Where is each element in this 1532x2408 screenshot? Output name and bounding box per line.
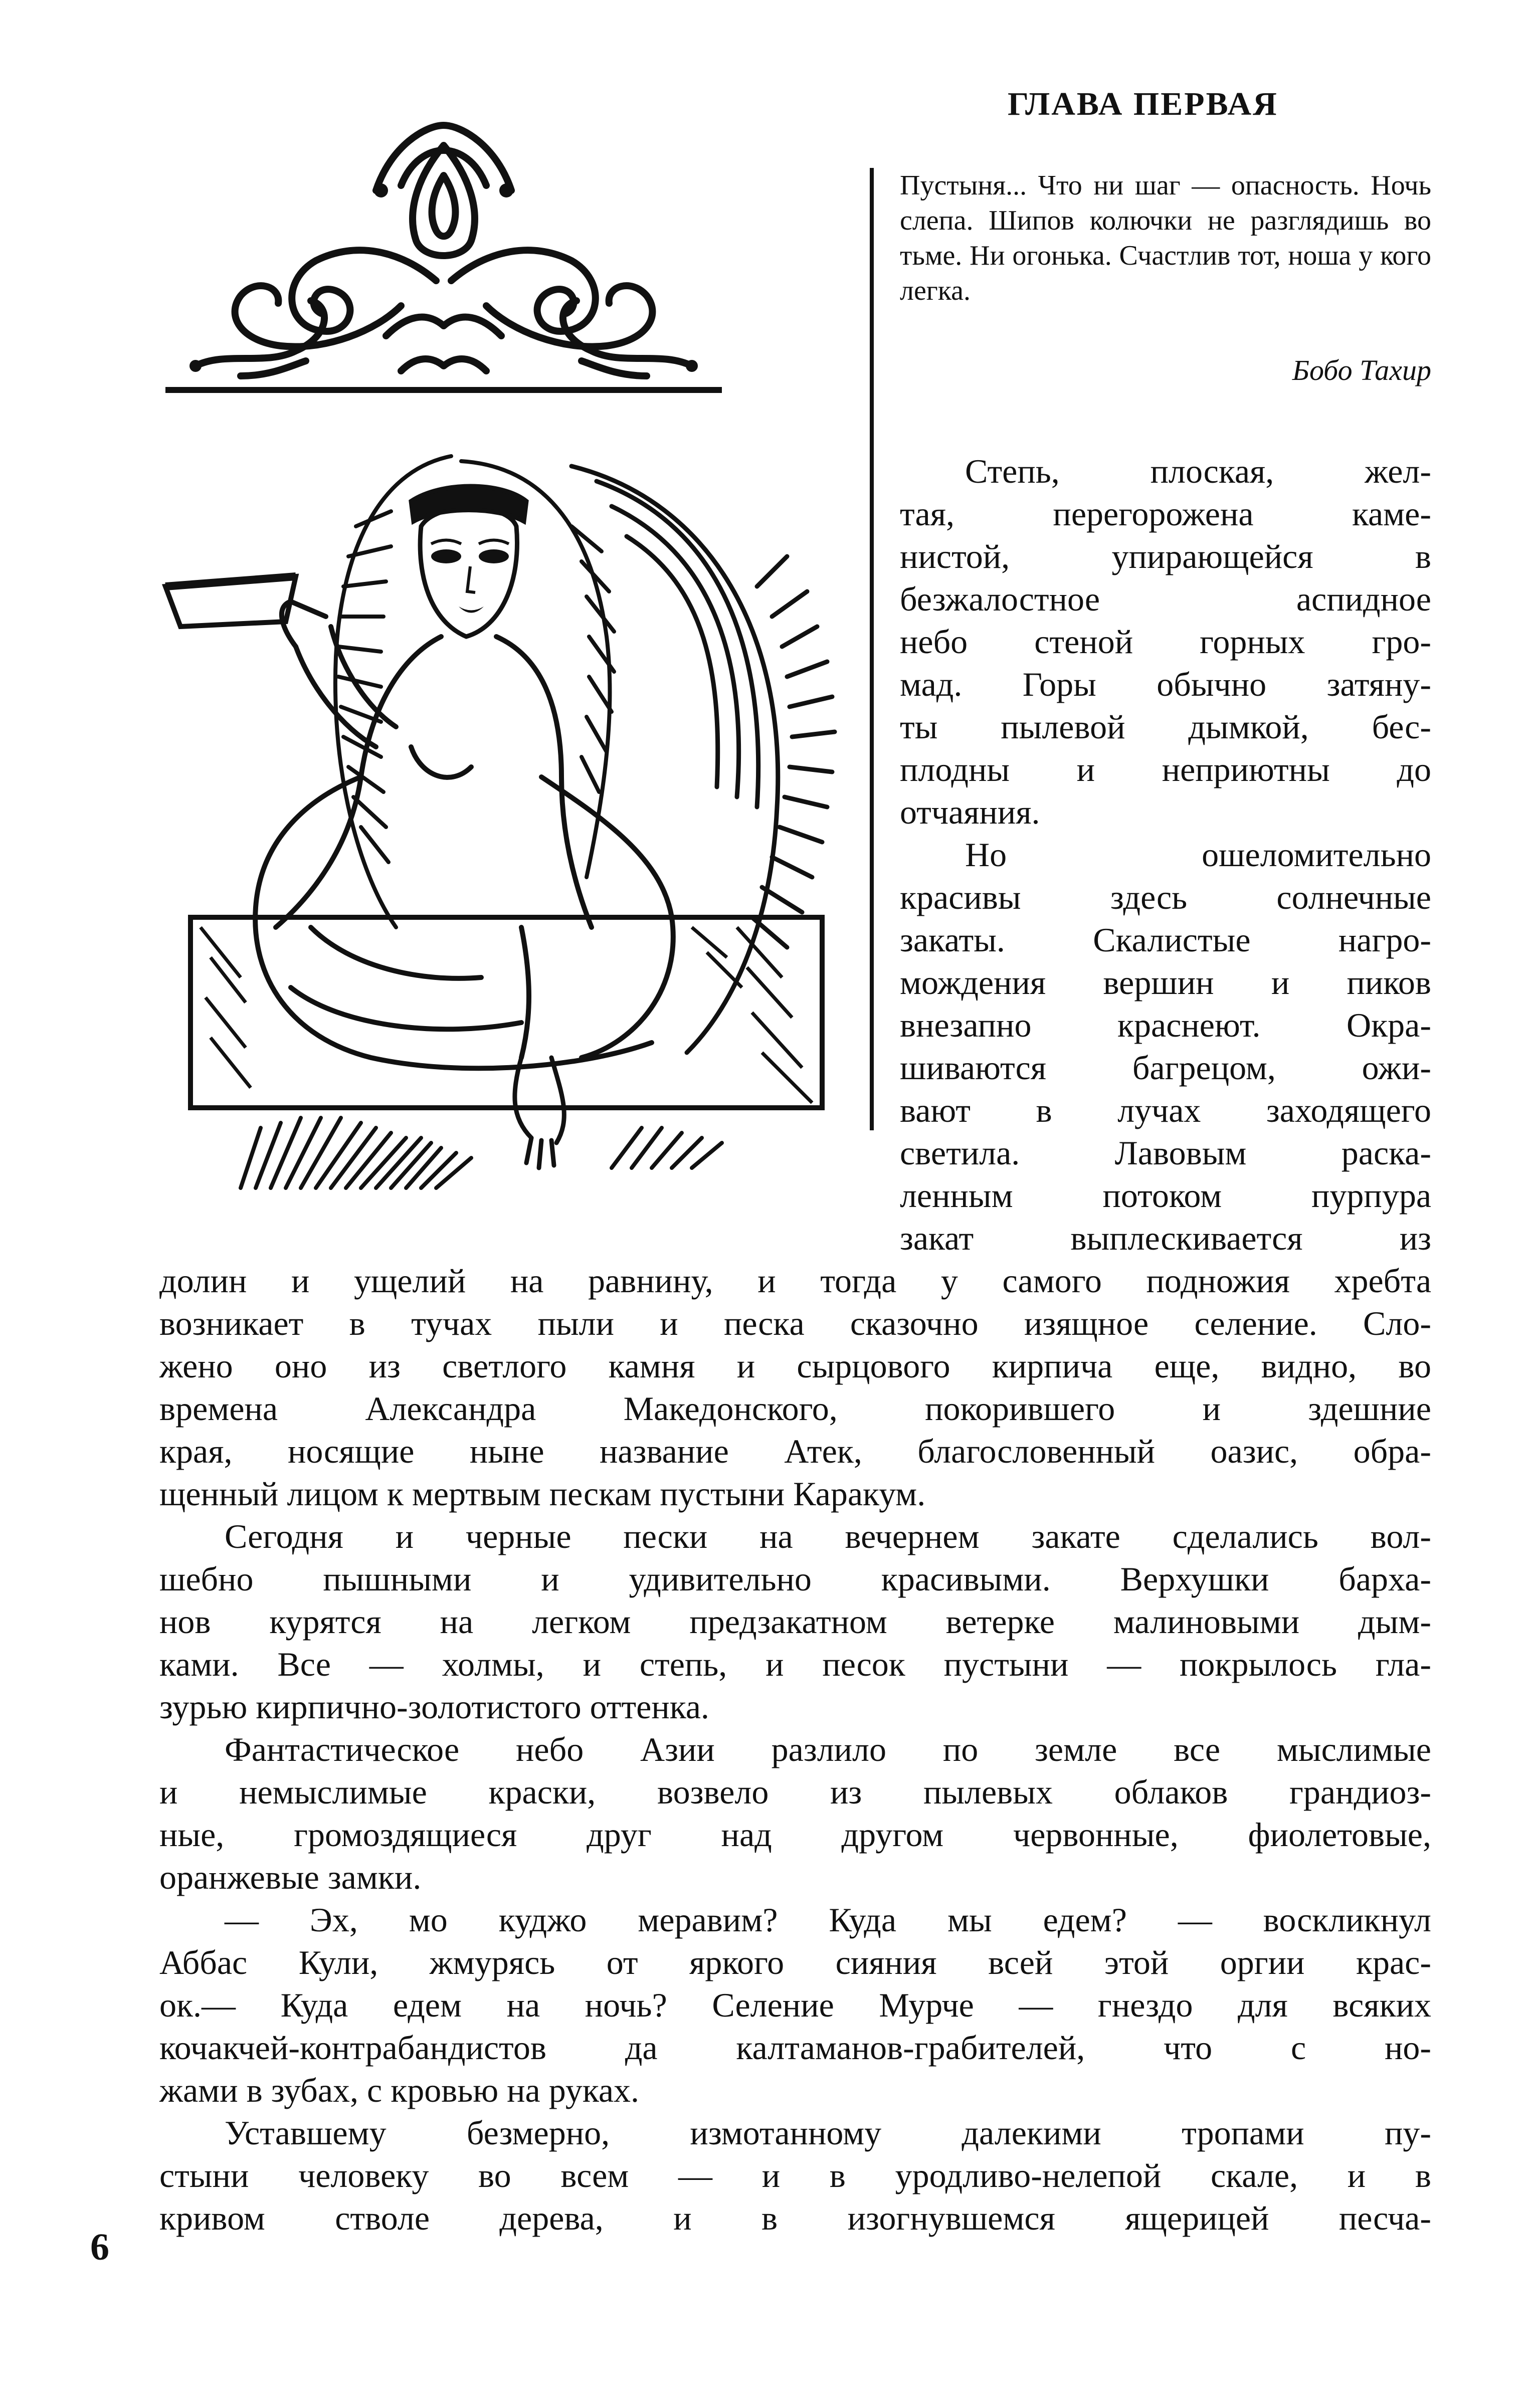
woman-with-cup-illustration bbox=[160, 426, 887, 1223]
text-line: красивы здесь солнечные bbox=[900, 878, 1431, 916]
text-line: ты пылевой дымкой, бес- bbox=[900, 708, 1431, 746]
text-line: долин и ущелий на равнину, и тогда у самого подножия хребта bbox=[159, 1262, 1431, 1300]
text-line: кривом стволе дерева, и в изогнувшемся ящерицей песча- bbox=[159, 2199, 1431, 2237]
text-line: кочакчей-контрабандистов да калтаманов-грабителей, что с но- bbox=[159, 2029, 1431, 2067]
chapter-title: ГЛАВА ПЕРВАЯ bbox=[1008, 86, 1278, 122]
text-line: внезапно краснеют. Окра- bbox=[900, 1006, 1431, 1044]
text-line: небо стеной горных гро- bbox=[900, 623, 1431, 661]
text-line: Аббас Кули, жмурясь от яркого сияния всей этой оргии крас- bbox=[159, 1943, 1431, 1981]
page-number: 6 bbox=[90, 2226, 109, 2268]
text-line: Но ошеломительно bbox=[965, 836, 1431, 874]
text-line: Сегодня и черные пески на вечернем закате сделались вол- bbox=[225, 1517, 1431, 1555]
text-line: светила. Лавовым раска- bbox=[900, 1134, 1431, 1172]
text-line: стыни человеку во всем — и в уродливо-нелепой скале, и в bbox=[159, 2156, 1431, 2194]
text-line: жено оно из светлого камня и сырцового кирпича еще, видно, во bbox=[159, 1347, 1431, 1385]
text-line: шиваются багрецом, ожи- bbox=[900, 1049, 1431, 1087]
text-line: нистой, упирающейся в bbox=[900, 537, 1431, 575]
text-line: жами в зубах, с кровью на руках. bbox=[159, 2071, 640, 2109]
text-line: тая, перегорожена каме- bbox=[900, 495, 1431, 533]
text-line: края, носящие ныне название Атек, благословенный оазис, обра- bbox=[159, 1432, 1431, 1470]
text-line: оранжевые замки. bbox=[159, 1858, 422, 1896]
ornament-rule bbox=[165, 387, 722, 393]
text-line: ок.— Куда едем на ночь? Селение Мурче — гнездо для всяких bbox=[159, 1986, 1431, 2024]
text-line: Степь, плоская, жел- bbox=[965, 452, 1431, 490]
text-line: времена Александра Македонского, покорившего и здешние bbox=[159, 1389, 1431, 1428]
text-line: плодны и неприютны до bbox=[900, 750, 1431, 788]
text-line: щенный лицом к мертвым пескам пустыни Каракум. bbox=[159, 1475, 926, 1513]
text-line: нов курятся на легком предзакатном ветерке малиновыми дым- bbox=[159, 1602, 1431, 1641]
text-line: — Эх, мо куджо меравим? Куда мы едем? — воскликнул bbox=[225, 1901, 1431, 1939]
text-line: Фантастическое небо Азии разлило по земле все мыслимые bbox=[225, 1730, 1431, 1768]
text-line: закаты. Скалистые нагро- bbox=[900, 921, 1431, 959]
text-line: вают в лучах заходящего bbox=[900, 1091, 1431, 1129]
text-line: возникает в тучах пыли и песка сказочно изящное селение. Сло- bbox=[159, 1304, 1431, 1342]
text-line: и немыслимые краски, возвело из пылевых облаков грандиоз- bbox=[159, 1773, 1431, 1811]
text-line: мад. Горы обычно затяну- bbox=[900, 665, 1431, 703]
text-line: ленным потоком пурпура bbox=[900, 1176, 1431, 1215]
text-line: отчаяния. bbox=[900, 793, 1040, 831]
text-line: ные, громоздящиеся друг над другом червонные, фиолетовые, bbox=[159, 1816, 1431, 1854]
text-line: зурью кирпично-золотистого оттенка. bbox=[159, 1688, 709, 1726]
text-line: безжалостное аспидное bbox=[900, 580, 1431, 618]
epigraph-text: Пустыня... Что ни шаг — опасность. Ночь слепа. Шипов колючки не разглядишь во тьме. Ни огонька. Счастлив тот, ноша у кого легка. bbox=[900, 170, 1431, 306]
text-line: шебно пышными и удивительно красивыми. Верхушки барха- bbox=[159, 1560, 1431, 1598]
text-line: закат выплескивается из bbox=[900, 1219, 1431, 1257]
epigraph-rule bbox=[870, 168, 874, 1130]
text-line: Уставшему безмерно, измотанному далекими тропами пу- bbox=[225, 2114, 1431, 2152]
epigraph-author: Бобо Тахир bbox=[1292, 354, 1431, 386]
text-line: мождения вершин и пиков bbox=[900, 963, 1431, 1001]
ornament-headpiece bbox=[165, 115, 722, 396]
text-line: ками. Все — холмы, и степь, и песок пустыни — покрылось гла- bbox=[159, 1645, 1431, 1683]
